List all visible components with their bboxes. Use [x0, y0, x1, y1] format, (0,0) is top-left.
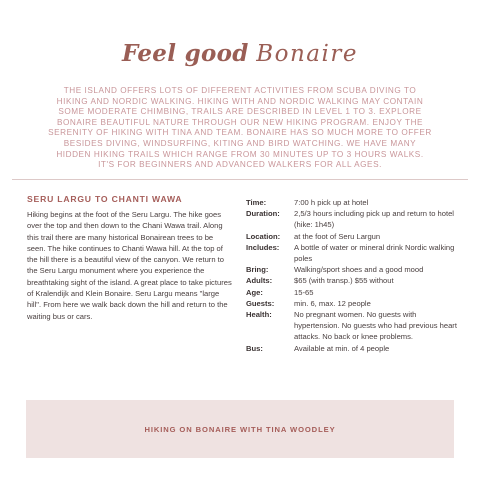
intro-paragraph: THE ISLAND OFFERS LOTS OF DIFFERENT ACTIVITIES FROM SCUBA DIVING TO HIKING AND NORDIC WALKING. HIKING WITH AND NORDIC WALKING MAY CONTAIN SOME MODERATE CHIMBING, TRAILS ARE DESCRIBED IN LEVEL 1 TO 3. EXPLORE BONAIRE BEAUTIFUL NATURE THROUGH OUR NEW HIKING PROGRAM. ENJOY THE SERENITY OF HIKING WITH TINA AND TEAM. BONAIRE HAS SO MUCH MORE TO OFFER BESIDES DIVING, WINDSURFING, KITING AND BIRD WATCHING. WE HAVE MANY HIDDEN HIKING TRAILS WHICH RANGE FROM 30 MINUTES UP TO 3 HOURS WALKS. IT'S FOR BEGINNERS AND ADVANCED WALKERS FOR ALL AGES. — [48, 86, 432, 170]
detail-value: 7:00 h pick up at hotel — [294, 198, 369, 207]
detail-label: Bus: — [246, 343, 263, 353]
title-light: Bonaire — [256, 41, 358, 67]
detail-label: Location: — [246, 231, 281, 241]
detail-row-bring — [246, 264, 461, 275]
detail-row-time — [246, 197, 461, 208]
detail-row-guests — [246, 298, 461, 309]
detail-row-health — [246, 309, 461, 343]
detail-row-duration — [246, 208, 461, 230]
detail-row-includes — [246, 242, 461, 264]
detail-value: 15-65 — [294, 287, 314, 297]
detail-row-bus — [246, 343, 461, 354]
page-title — [0, 40, 480, 67]
detail-value: min. 6, max. 12 people — [294, 298, 371, 308]
detail-label: Includes: — [246, 242, 280, 252]
route-title: SERU LARGU TO CHANTI WAWA — [27, 194, 183, 204]
divider — [12, 179, 468, 180]
detail-value: Walking/sport shoes and a good mood — [294, 265, 424, 275]
detail-label: Duration: — [246, 209, 280, 219]
detail-label: Bring: — [246, 265, 269, 275]
detail-value: $65 (with transp.) $55 without — [294, 276, 394, 286]
detail-value: No pregnant women. No guests with hypertension. No guests who had previous heart attacks. No back or knee problems. — [294, 310, 457, 342]
footer-banner — [26, 400, 454, 458]
detail-row-adults — [246, 275, 461, 286]
detail-label: Adults: — [246, 276, 273, 286]
detail-label: Guests: — [246, 298, 275, 308]
detail-label: Health: — [246, 310, 272, 320]
detail-value: at the foot of Seru Largun — [294, 231, 381, 241]
detail-row-age — [246, 287, 461, 298]
detail-value: 2,5/3 hours including pick up and return to hotel (hike: 1h45) — [294, 209, 454, 230]
detail-label: Age: — [246, 287, 263, 297]
route-section — [27, 194, 232, 322]
detail-row-location — [246, 231, 461, 242]
details-table — [246, 197, 461, 354]
title-bold: Feel good — [121, 40, 249, 67]
detail-label: Time: — [246, 198, 267, 207]
route-description: Hiking begins at the foot of the Seru Largu. The hike goes over the top and then down to the Chani Wawa trail. Along this trail there are many historical Bonairean trees to be seen. The hike continues to Chanti Wawa hill. At the top of the hill there is a beautiful view of the canyon. We return to the Seru Largu monument where you experience the breathtaking sight of the island. A great place to take pictures of Kralendijk and Klein Bonaire. Seru Largu means "large hill". From here we walk back down the hill and return to the waiting bus or cars. — [27, 210, 232, 321]
detail-value: A bottle of water or mineral drink Nordic walking poles — [294, 242, 455, 264]
detail-value: Available at min. of 4 people — [294, 343, 390, 353]
footer-text: HIKING ON BONAIRE WITH TINA WOODLEY — [144, 424, 336, 434]
